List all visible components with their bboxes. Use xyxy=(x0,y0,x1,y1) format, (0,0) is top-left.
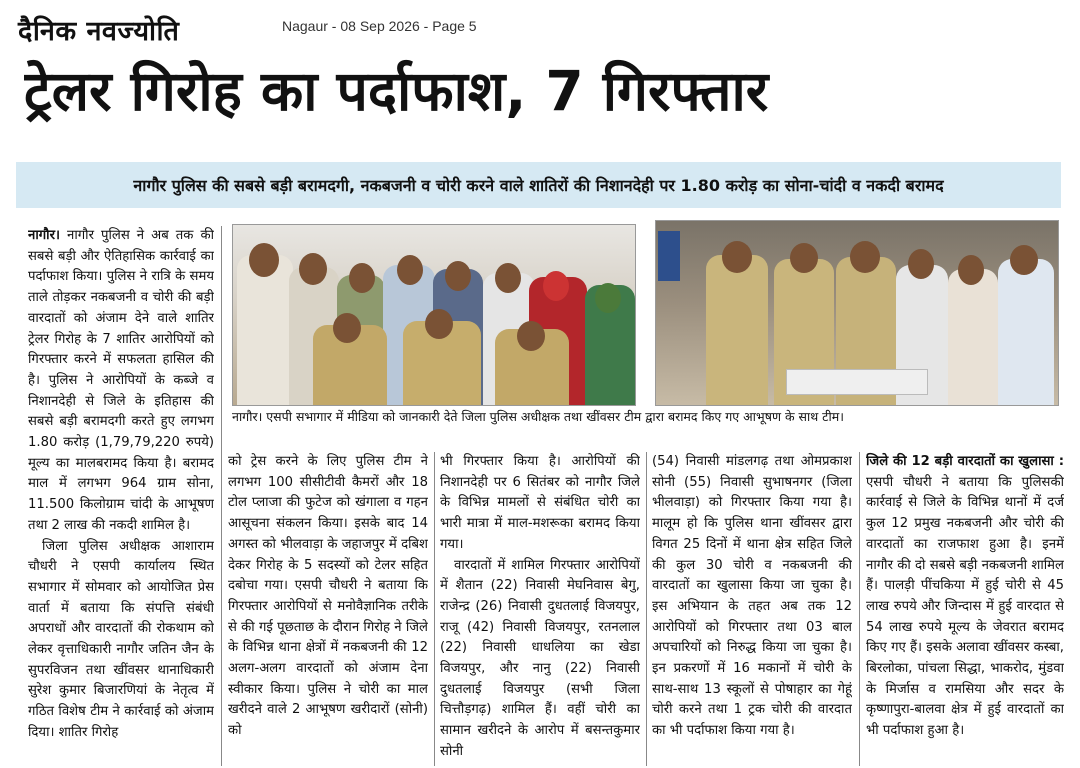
subheadline: नागौर पुलिस की सबसे बड़ी बरामदगी, नकबजनी व चोरी करने वाले शातिरों की निशानदेही पर 1.80 करोड़ का सोना-चांदी व नकदी बरामद xyxy=(133,176,944,195)
paragraph: जिला पुलिस अधीक्षक आशाराम चौधरी ने एसपी कार्यालय स्थित सभागार में सोमवार को आयोजित प्रेस वार्ता में बताया कि संपत्ति संबंधी अपराधों और वारदातों की रोकथाम को लेकर वृत्ताधिकारी नागौर जतिन जैन के सुपरविजन तथा खींवसर थानाधिकारी सुरेश कुमार बिजारणियां के नेतृत्व में गठित विशेष टीम ने कार्रवाई को अंजाम दिया। शातिर गिरोह xyxy=(28,538,214,740)
subheadline-bar xyxy=(16,162,1061,208)
masthead xyxy=(18,10,179,48)
newspaper-logo: दैनिक नवज्योति xyxy=(18,15,180,47)
paragraph: (54) निवासी मांडलगढ़ तथा ओमप्रकाश सोनी (55) निवासी सुभाषनगर (जिला भीलवाड़ा) को गिरफ्तार किया गया है। मालूम हो कि पुलिस थाना खींवसर द्वारा विगत 25 दिनों में थाना क्षेत्र सहित जिले की कुल 30 चोरी व नकबजनी की वारदातों का खुलासा किया जा चुका है। इस अभियान के तहत अब तक 12 आरोपियों को गिरफ्तार तथा 03 बाल अपचारियों को निरुद्ध किया जा चुका है। इन प्रकरणों में 16 मकानों में चोरी के साथ-साथ 13 स्कूलों से पोषाहार का गेहूं चोरी करने तथा 1 ट्रक चोरी की वारदात का भी पर्दाफाश किया गया है। xyxy=(652,454,852,739)
article-column-1 xyxy=(28,226,214,766)
photo-police-team-jewellery xyxy=(655,220,1059,406)
headline: ट्रेलर गिरोह का पर्दाफाश, 7 गिरफ्तार xyxy=(24,59,769,123)
paragraph: को ट्रेस करने के लिए पुलिस टीम ने लगभग 100 सीसीटीवी कैमरों और 18 टोल प्लाजा की फुटेज को खंगाला व गहन आसूचना संकलन किया। इसके बाद 14 अगस्त को भीलवाड़ा के जहाजपुर में दबिश देकर गिरोह के 5 सदस्यों को टेलर सहित दबोचा गया। एसपी चौधरी ने बताया कि गिरफ्तार आरोपियों से मनोवैज्ञानिक तरीके से की गई पूछताछ के दौरान गिरोह ने जिले के विभिन्न थाना क्षेत्रों में नकबजनी की 12 अलग-अलग वारदातों को अंजाम देना स्वीकार किया। पुलिस ने चोरी का माल खरीदने वाले 2 आभूषण खरीदारों (सोनी) को xyxy=(228,454,428,739)
edition-dateline: Nagaur - 08 Sep 2026 - Page 5 xyxy=(282,18,477,34)
paragraph: नागौर पुलिस ने अब तक की सबसे बड़ी और ऐतिहासिक कार्रवाई का पर्दाफाश किया। पुलिस ने रात्रि के समय ताले तोड़कर नकबजनी व चोरी की बड़ी वारदातों को अंजाम देने वाले शातिर ट्रेलर गिरोह के 7 शातिर आरोपियों को गिरफ्तार करने में सफलता हासिल की है। पुलिस ने आरोपियों के कब्जे व निशानदेही से जिले के इतिहास की सबसे बड़ी बरामदगी करते हुए लगभग 1.80 करोड़ (1,79,79,220 रुपये) मूल्य का मालबरामद किया है। बरामद माल में लगभग 964 ग्राम सोना, 11.500 किलोग्राम चांदी के आभूषण तथा 2 लाख की नकदी शामिल है। xyxy=(28,228,214,533)
paragraph: भी गिरफ्तार किया है। आरोपियों की निशानदेही पर 6 सितंबर को नागौर जिले के विभिन्न मामलों से संबंधित चोरी का भारी मात्रा में माल-मशरूका बरामद किया गया। xyxy=(440,454,640,552)
article-column-5 xyxy=(866,452,1064,768)
article-column-3 xyxy=(440,452,640,768)
photo-caption: नागौर। एसपी सभागार में मीडिया को जानकारी देते जिला पुलिस अधीक्षक तथा खींवसर टीम द्वारा बरामद किए गए आभूषण के साथ टीम। xyxy=(232,409,844,424)
wall-poster xyxy=(658,231,680,281)
section-subhead: जिले की 12 बड़ी वारदातों का खुलासा : xyxy=(866,454,1064,469)
article-column-2 xyxy=(228,452,428,768)
paragraph: एसपी चौधरी ने बताया कि पुलिसकी कार्रवाई से जिले के विभिन्न थानों में दर्ज कुल 12 प्रमुख नकबजनी और चोरी की वारदातों का राजफाश हुआ है। इनमें नागौर की दो सबसे बड़ी नकबजनी शामिल हैं। पालड़ी पींचकिया में हुई चोरी से 45 लाख रुपये और जिन्दास में हुई वारदात से 54 लाख रुपये मूल्य के जेवरात बरामद किए गए हैं। इसके अलावा खींवसर कस्बा, बिरलोका, पांचला सिद्धा, भाकरोद, मुंडवा के मिर्जास व रामसिया और सदर के कृष्णापुरा-बालवा क्षेत्र में हुई वारदातों का भी पर्दाफाश हुआ है। xyxy=(866,474,1064,739)
article-column-4 xyxy=(652,452,852,768)
recovered-jewellery-table xyxy=(786,369,928,395)
article-dateline: नागौर। xyxy=(28,228,60,243)
photo-accused-group xyxy=(232,224,636,406)
paragraph: वारदातों में शामिल गिरफ्तार आरोपियों में शैतान (22) निवासी मेघनिवास बेगु, राजेन्द्र (26) निवासी दुधतलाई विजयपुर, राजू (42) निवासी विजयपुर, रतनलाल (22) निवासी धाधलिया का खेडा विजयपुर, और नानु (22) निवासी दुधतलाई विजयपुर (सभी जिला चित्तौड़गढ़) शामिल हैं। वहीं चोरी का सामान खरीदने के आरोप में बसन्तकुमार सोनी xyxy=(440,557,640,759)
